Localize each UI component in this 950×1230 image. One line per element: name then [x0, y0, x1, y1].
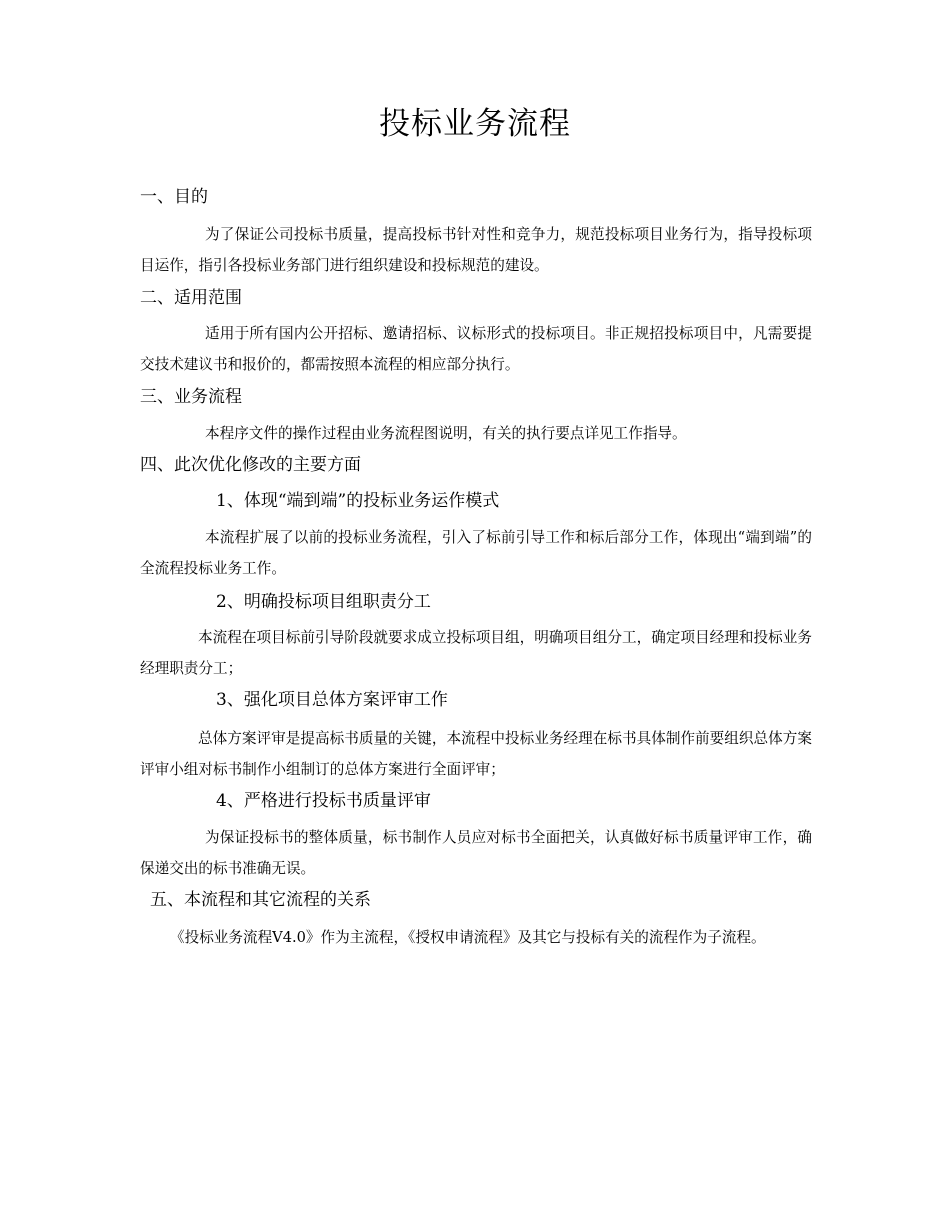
section-heading-purpose: 一、目的: [140, 187, 208, 207]
section-body-scope: 适用于所有国内公开招标、邀请招标、议标形式的投标项目。非正规招投标项目中，凡需要提交技术建议书和报价的，都需按照本流程的相应部分执行。: [140, 325, 812, 373]
subsection-body-responsibilities: 本流程在项目标前引导阶段就要求成立投标项目组，明确项目组分工，确定项目经理和投标业务经理职责分工；: [140, 629, 812, 677]
subsection-heading-quality-review: 4、严格进行投标书质量评审: [216, 791, 431, 811]
subsection-heading-responsibilities: 2、明确投标项目组职责分工: [216, 592, 431, 612]
section-heading-optimization: 四、此次优化修改的主要方面: [140, 455, 361, 475]
section-heading-relations: 五、本流程和其它流程的关系: [150, 890, 371, 910]
subsection-heading-end-to-end: 1、体现“端到端”的投标业务运作模式: [216, 491, 500, 511]
section-heading-process: 三、业务流程: [140, 387, 242, 407]
subsection-heading-plan-review: 3、强化项目总体方案评审工作: [216, 690, 448, 710]
section-body-purpose: 为了保证公司投标书质量，提高投标书针对性和竞争力，规范投标项目业务行为，指导投标项目运作，指引各投标业务部门进行组织建设和投标规范的建设。: [140, 226, 812, 274]
subsection-body-end-to-end: 本流程扩展了以前的投标业务流程，引入了标前引导工作和标后部分工作，体现出“端到端”的全流程投标业务工作。: [140, 529, 812, 577]
document-title: 投标业务流程: [379, 106, 571, 142]
section-body-process: 本程序文件的操作过程由业务流程图说明，有关的执行要点详见工作指导。: [205, 425, 687, 442]
subsection-body-quality-review: 为保证投标书的整体质量，标书制作人员应对标书全面把关，认真做好标书质量评审工作，确保递交出的标书准确无误。: [140, 829, 812, 877]
section-body-relations: 《投标业务流程V4.0》作为主流程，《授权申请流程》及其它与投标有关的流程作为子流程。: [170, 929, 766, 946]
section-heading-scope: 二、适用范围: [140, 288, 242, 308]
subsection-body-plan-review: 总体方案评审是提高标书质量的关键，本流程中投标业务经理在标书具体制作前要组织总体方案评审小组对标书制作小组制订的总体方案进行全面评审；: [140, 730, 812, 778]
